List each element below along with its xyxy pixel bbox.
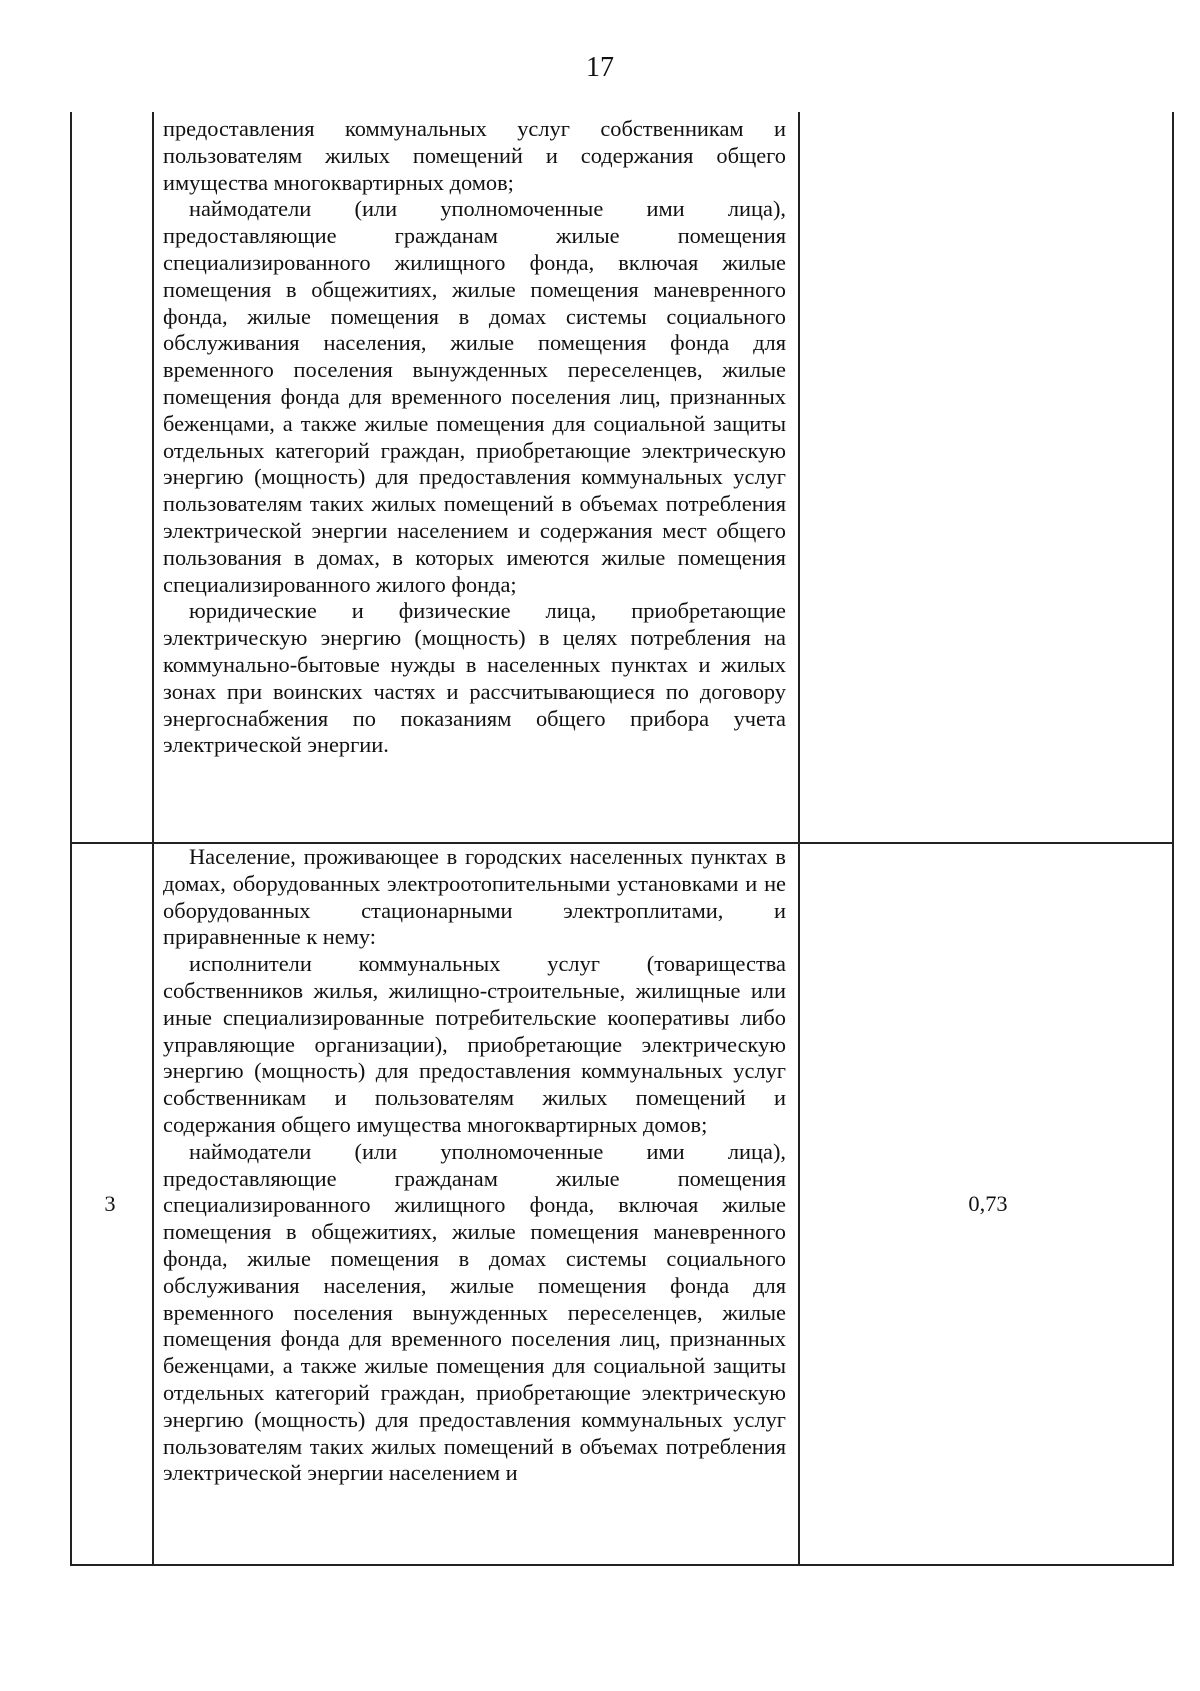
table-border-left <box>70 112 72 1565</box>
paragraph: Население, проживающее в городских населенных пунктах в домах, оборудованных электроотопительными установками и не оборудованных стационарными электроплитами, и приравненные к нему: <box>163 844 786 950</box>
table-border-bottom <box>70 1564 1174 1566</box>
page-number: 17 <box>586 52 614 83</box>
paragraph: наймодатели (или уполномоченные ими лица), предоставляющие гражданам жилые помещения специализированного жилищного фонда, включая жилые помещения в общежитиях, жилые помещения маневренного фонда, жилые помещения в домах системы социального обслуживания населения, жилые помещения фонда для временного поселения вынужденных переселенцев, жилые помещения фонда для временного поселения лиц, признанных беженцами, а также жилые помещения для социальной защиты отдельных категорий граждан, приобретающие электрическую энергию (мощность) для предоставления коммунальных услуг пользователям таких жилых помещений в объемах потребления электрической энергии населением и <box>163 1138 786 1486</box>
row-3-description <box>163 844 786 1487</box>
table-border-col1 <box>152 112 154 1565</box>
paragraph: исполнители коммунальных услуг (товарищества собственников жилья, жилищно-строительные, жилищные или иные специализированные потребительские кооперативы либо управляющие организации), приобретающие электрическую энергию (мощность) для предоставления коммунальных услуг собственникам и пользователям жилых помещений и содержания общего имущества многоквартирных домов; <box>163 951 786 1137</box>
table-border-col2 <box>798 112 800 1565</box>
paragraph: наймодатели (или уполномоченные ими лица), предоставляющие гражданам жилые помещения специализированного жилищного фонда, включая жилые помещения в общежитиях, жилые помещения маневренного фонда, жилые помещения в домах системы социального обслуживания населения, жилые помещения фонда для временного поселения вынужденных переселенцев, жилые помещения фонда для временного поселения лиц, признанных беженцами, а также жилые помещения для социальной защиты отдельных категорий граждан, приобретающие электрическую энергию (мощность) для предоставления коммунальных услуг пользователям таких жилых помещений в объемах потребления электрической энергии населением и содержания мест общего пользования в домах, в которых имеются жилые помещения специализированного жилого фонда; <box>163 196 786 597</box>
paragraph: предоставления коммунальных услуг собственникам и пользователям жилых помещений и содержания общего имущества многоквартирных домов; <box>163 116 786 195</box>
table-border-right <box>1172 112 1174 1565</box>
row-3-value: 0,73 <box>968 1191 1008 1216</box>
row-number: 3 <box>104 1191 116 1216</box>
paragraph: юридические и физические лица, приобретающие электрическую энергию (мощность) в целях потребления на коммунально-бытовые нужды в населенных пунктах и жилых зонах при воинских частях и рассчитывающиеся по договору энергоснабжения по показаниям общего прибора учета электрической энергии. <box>163 598 786 758</box>
continued-row-description <box>163 116 786 759</box>
